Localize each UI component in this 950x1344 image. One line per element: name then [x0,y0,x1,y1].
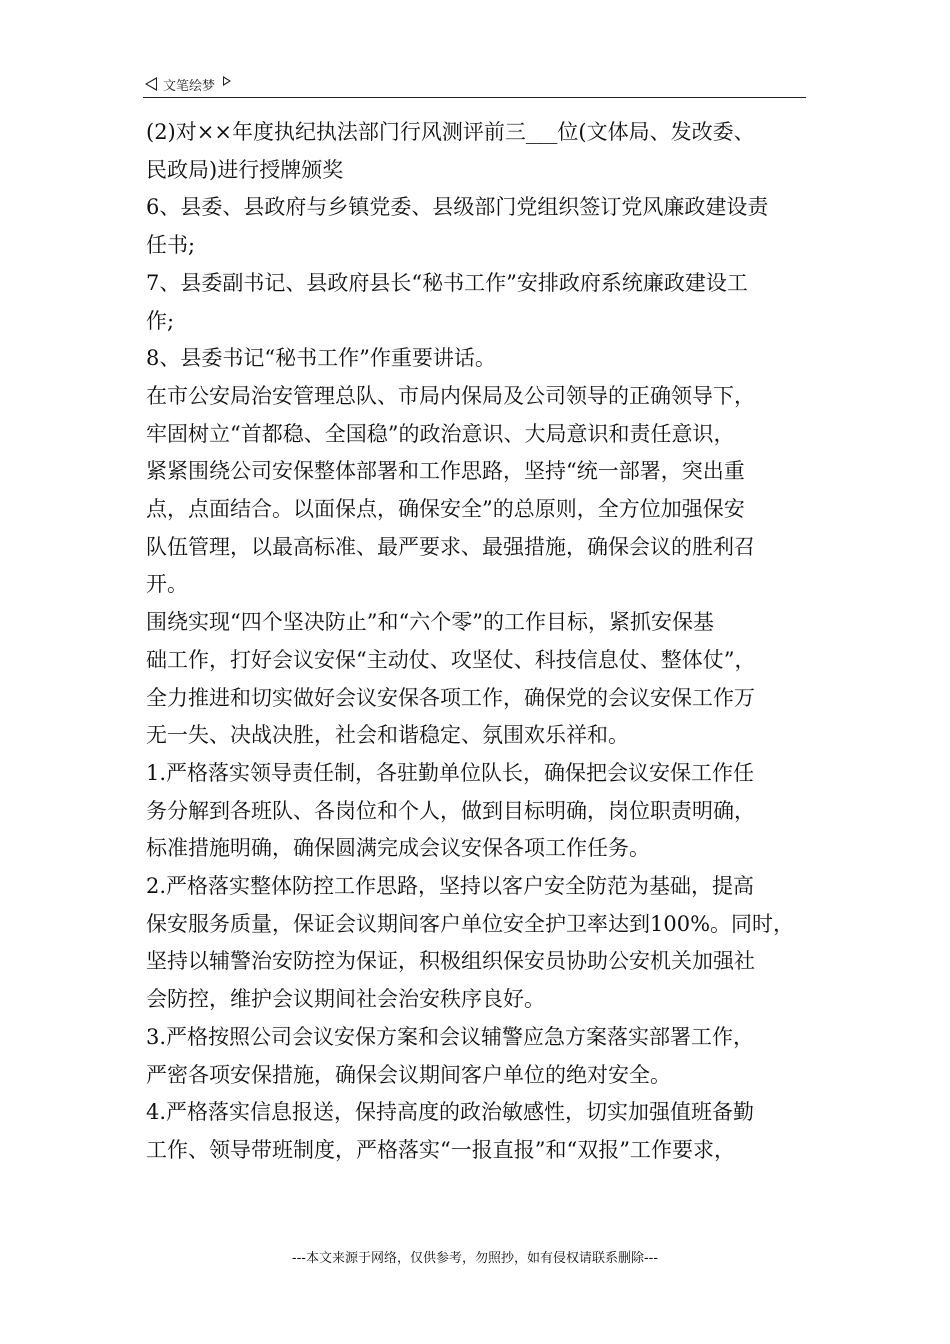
paragraph-point-4: 4.严格落实信息报送，保持高度的政治敏感性，切实加强值班备勤 工作、领导带班制度，严格落实“一报直报”和“双报”工作要求， [146,1100,755,1162]
paragraph-item-6: 6、县委、县政府与乡镇党委、县级部门党组织签订党风廉政建设责 任书; [146,195,769,258]
paragraph-goals: 围绕实现“四个坚决防止”和“六个零”的工作目标，紧抓安保基 础工作，打好会议安保“主动仗、攻坚仗、科技信息仗、整体仗”， 全力推进和切实做好会议安保各项工作，确保党的会议安保工作万 无一失、决战决胜，社会和谐稳定、氛围欢乐祥和。 [146,610,756,748]
paragraph-item-7: 7、县委副书记、县政府县长“秘书工作”安排政府系统廉政建设工 作; [146,270,748,333]
left-triangle-icon [145,77,157,91]
paragraph-item-8: 8、县委书记“秘书工作”作重要讲话。 [146,346,496,371]
footer-notice: ---本文来源于网络，仅供参考，勿照抄，如有侵权请联系删除--- [291,1251,659,1266]
paragraph-award: (2)对××年度执纪执法部门行风测评前三___位(文体局、发改委、 民政局)进行授牌颁奖 [146,120,755,182]
header-title: 文笔绘梦 [163,78,216,94]
document-body [146,114,810,1170]
paragraph-leadership: 在市公安局治安管理总队、市局内保局及公司领导的正确领导下， 牢固树立“首都稳、全国稳”的政治意识、大局意识和责任意识， 紧紧围绕公司安保整体部署和工作思路，坚持“统一部署，突出重 点，点面结合。以面保点，确保安全”的总原则，全方位加强保安 队伍管理，以最高标准、最严要求、最强措施，确保会议的胜利召 开。 [146,383,755,597]
paragraph-point-1: 1.严格落实领导责任制，各驻勤单位队长，确保把会议安保工作任 务分解到各班队、各岗位和个人，做到目标明确，岗位职责明确， 标准措施明确，确保圆满完成会议安保各项工作任务。 [146,760,755,861]
right-triangle-icon [223,76,231,86]
paragraph-point-2: 2.严格落实整体防控工作思路，坚持以客户安全防范为基础，提高 保安服务质量，保证会议期间客户单位安全护卫率达到100%。同时， 坚持以辅警治安防控为保证，积极组织保安员协助公安机关加强社 会防控，维护会议期间社会治安秩序良好。 [146,874,795,1012]
header-brand [145,74,231,94]
paragraph-point-3: 3.严格按照公司会议安保方案和会议辅警应急方案落实部署工作， 严密各项安保措施，确保会议期间客户单位的绝对安全。 [146,1024,755,1087]
page-header [143,74,806,98]
